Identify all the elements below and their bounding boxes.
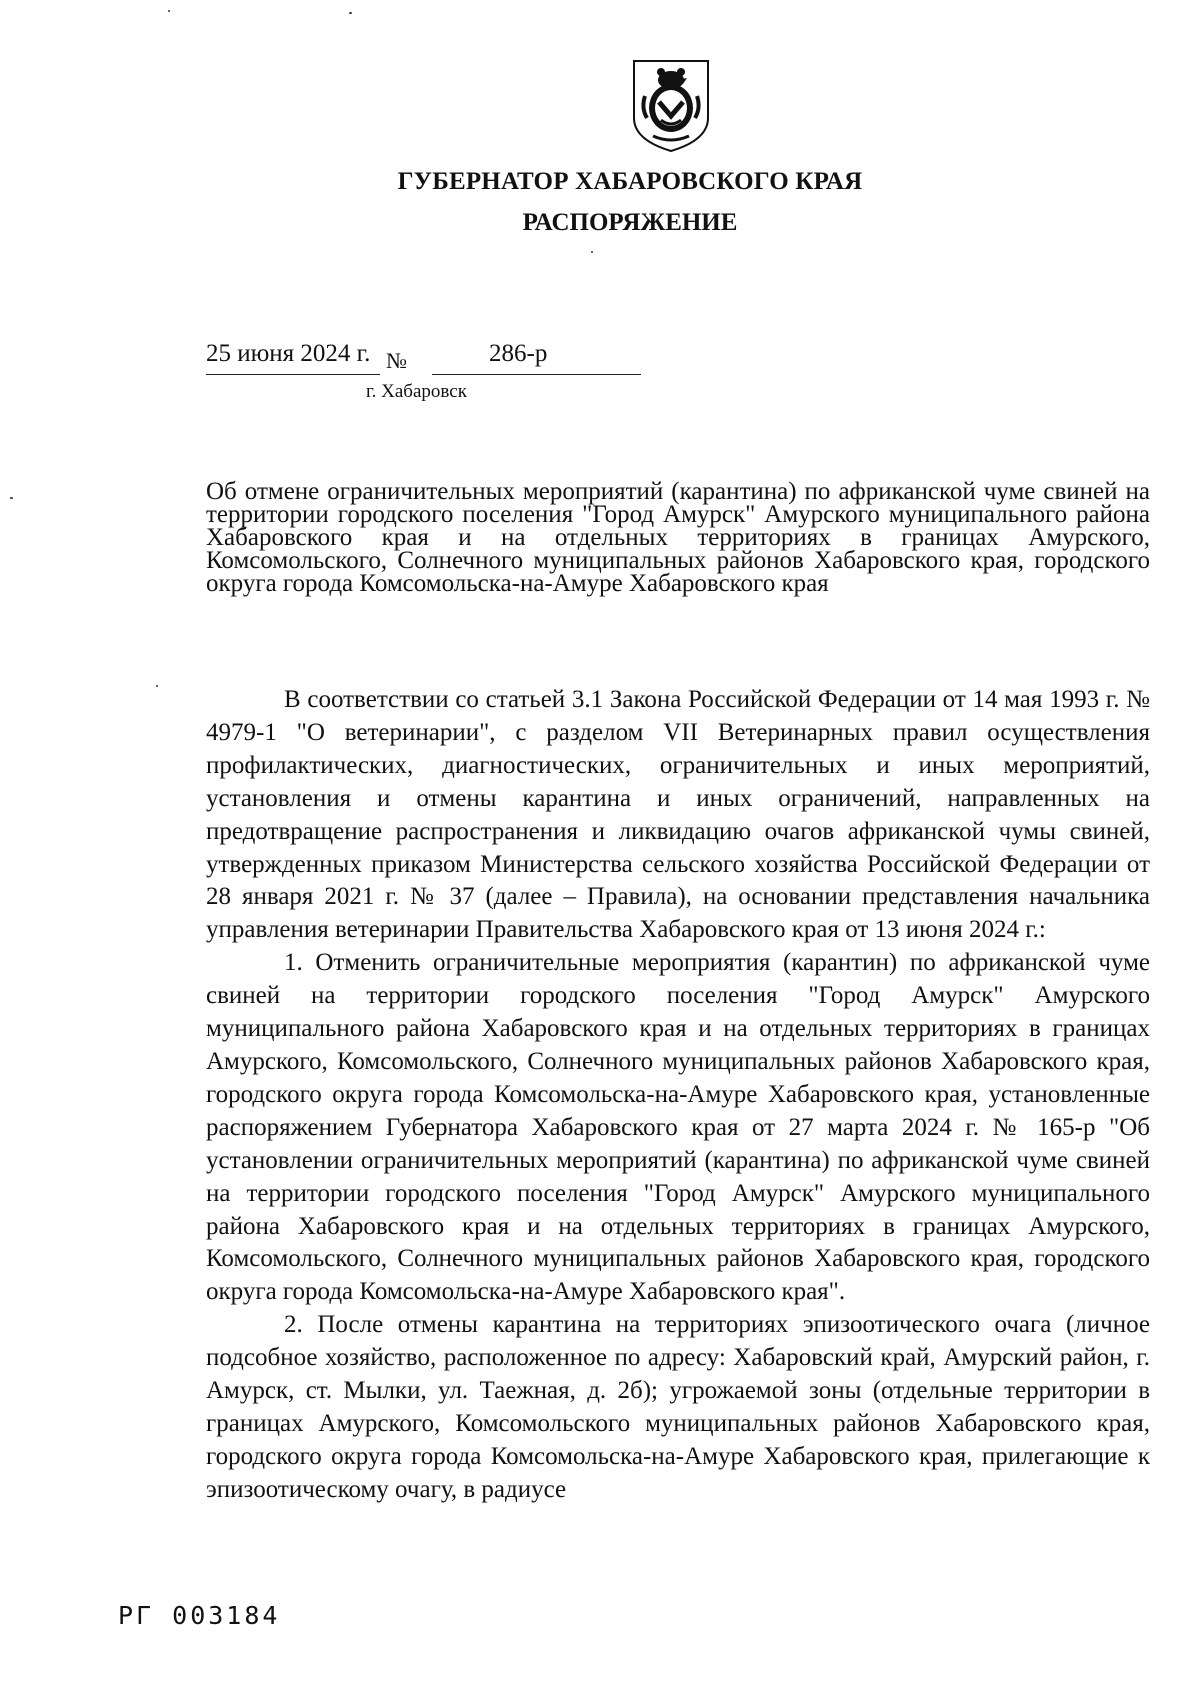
scan-speck xyxy=(10,497,13,499)
form-serial-code: РГ 003184 xyxy=(118,1601,281,1630)
document-title: Об отмене ограничительных мероприятий (карантина) по африканской чуме свиней на территории городского поселения "Город Амурск" Амурского муниципального района Хабаровского края и на отдельных территориях в границах Амурского, Комсомольского, Солнечного муниципальных районов Хабаровского края, городского округа города Комсомольска-на-Амуре Хабаровского края xyxy=(206,478,1150,597)
document-body xyxy=(206,684,1150,1507)
date-underline xyxy=(206,374,380,375)
scan-speck xyxy=(156,685,158,687)
scan-speck xyxy=(591,251,593,253)
number-sign: № xyxy=(386,348,407,373)
item-2-paragraph: 2. После отмены карантина на территориях эпизоотического очага (личное подсобное хозяйство, расположенное по адресу: Хабаровский край, Амурский район, г. Амурск, ст. Мылки, ул. Таежная, д. 2б); угрожаемой зоны (отдельные территории в границах Амурского, Комсомольского муниципальных районов Хабаровского края, городского округа города Комсомольска-на-Амуре Хабаровского края, прилегающие к эпизоотическому очагу, в радиусе xyxy=(206,1311,1150,1503)
item-1-paragraph: 1. Отменить ограничительные мероприятия (карантин) по африканской чуме свиней на территории городского поселения "Город Амурск" Амурского муниципального района Хабаровского края и на отдельных территориях в границах Амурского, Комсомольского, Солнечного муниципальных районов Хабаровского края, городского округа города Комсомольска-на-Амуре Хабаровского края, установленные распоряжением Губернатора Хабаровского края от 27 марта 2024 г. № 165-р "Об установлении ограничительных мероприятий (карантина) по африканской чуме свиней на территории городского поселения "Город Амурск" Амурского муниципального района Хабаровского края и на отдельных территориях в границах Амурского, Комсомольского, Солнечного муниципальных районов Хабаровского края, городского округа города Комсомольска-на-Амуре Хабаровского края". xyxy=(206,949,1150,1306)
number-underline xyxy=(432,374,641,375)
preamble-paragraph: В соответствии со статьей 3.1 Закона Российской Федерации от 14 мая 1993 г. № 4979-1 "О ветеринарии", с разделом VII Ветеринарных правил осуществления профилактических, диагностических, ограничительных и иных мероприятий, установления и отмены карантина и иных ограничений, направленных на предотвращение распространения и ликвидацию очагов африканской чумы свиней, утвержденных приказом Министерства сельского хозяйства Российской Федерации от 28 января 2021 г. № 37 (далее – Правила), на основании представления начальника управления ветеринарии Правительства Хабаровского края от 13 июня 2024 г.: xyxy=(206,686,1150,944)
document-date: 25 июня 2024 г. xyxy=(206,340,371,367)
registration-line xyxy=(206,340,641,380)
document-type: РАСПОРЯЖЕНИЕ xyxy=(522,209,738,236)
scan-speck xyxy=(168,10,170,12)
document-city: г. Хабаровск xyxy=(366,381,467,402)
issuing-authority: ГУБЕРНАТОР ХАБАРОВСКОГО КРАЯ xyxy=(397,168,863,195)
scan-speck xyxy=(349,12,352,14)
document-number: 286-р xyxy=(489,340,548,367)
coat-of-arms-icon xyxy=(631,58,711,154)
